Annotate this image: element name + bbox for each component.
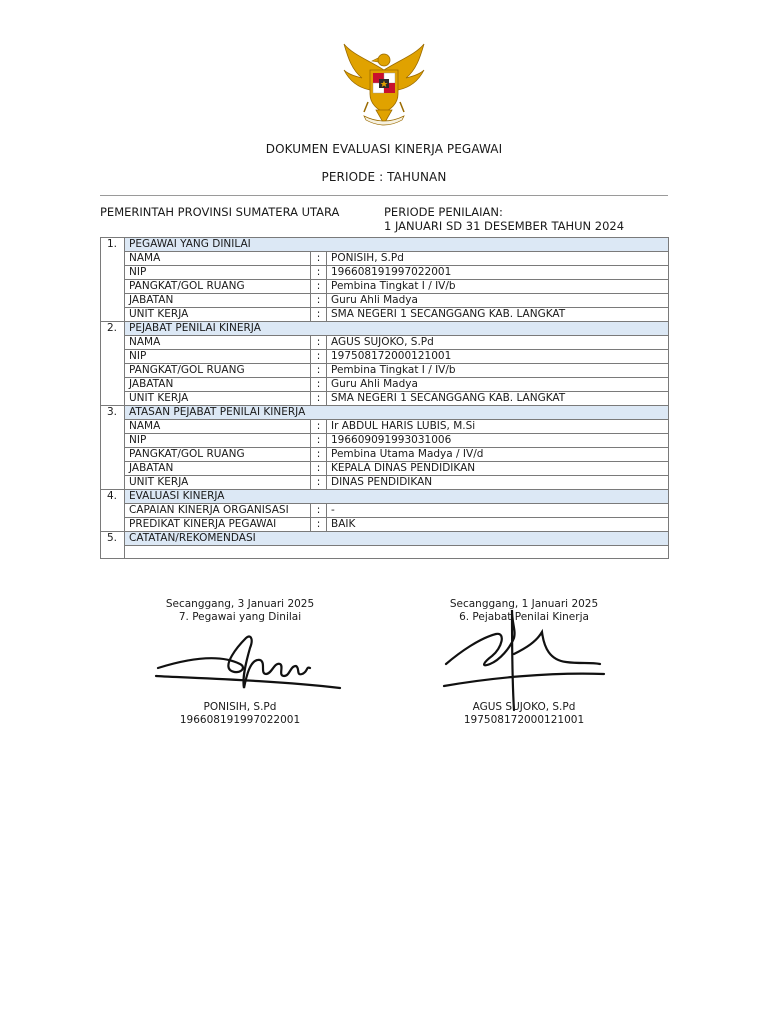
field-colon: :	[311, 448, 327, 462]
field-label: UNIT KERJA	[125, 392, 311, 406]
section-number: 1.	[101, 238, 125, 322]
table-row	[101, 518, 669, 532]
field-label: UNIT KERJA	[125, 476, 311, 490]
field-value: SMA NEGERI 1 SECANGGANG KAB. LANGKAT	[327, 308, 669, 322]
field-colon: :	[311, 364, 327, 378]
government-name: PEMERINTAH PROVINSI SUMATERA UTARA	[100, 205, 340, 219]
section-number: 2.	[101, 322, 125, 406]
signer-nip: 196608191997022001	[179, 714, 301, 726]
table-row	[101, 294, 669, 308]
signature-role: 7. Pegawai yang Dinilai	[178, 611, 302, 623]
field-value: KEPALA DINAS PENDIDIKAN	[327, 462, 669, 476]
field-label: JABATAN	[125, 294, 311, 308]
garuda-emblem-icon	[338, 40, 430, 132]
signature-name-employee	[120, 701, 360, 727]
table-row	[101, 462, 669, 476]
section-title: EVALUASI KINERJA	[125, 490, 669, 504]
notes-cell	[125, 546, 669, 559]
field-value: Pembina Tingkat I / IV/b	[327, 280, 669, 294]
field-value: 196609091993031006	[327, 434, 669, 448]
field-value: Guru Ahli Madya	[327, 294, 669, 308]
handwritten-signature-icon	[440, 598, 610, 718]
field-value: -	[327, 504, 669, 518]
section-title: ATASAN PEJABAT PENILAI KINERJA	[125, 406, 669, 420]
table-row	[101, 434, 669, 448]
field-label: PANGKAT/GOL RUANG	[125, 448, 311, 462]
signature-name-assessor	[404, 701, 644, 727]
signer-name: PONISIH, S.Pd	[203, 701, 277, 713]
section-header-row	[101, 532, 669, 546]
field-label: NIP	[125, 350, 311, 364]
period-line: PERIODE : TAHUNAN	[321, 170, 447, 184]
notes-row	[101, 546, 669, 559]
field-colon: :	[311, 294, 327, 308]
field-value: Pembina Tingkat I / IV/b	[327, 364, 669, 378]
section-header-row	[101, 238, 669, 252]
field-colon: :	[311, 280, 327, 294]
table-row	[101, 364, 669, 378]
section-title: PEGAWAI YANG DINILAI	[125, 238, 669, 252]
field-label: JABATAN	[125, 378, 311, 392]
field-value: SMA NEGERI 1 SECANGGANG KAB. LANGKAT	[327, 392, 669, 406]
field-label: PANGKAT/GOL RUANG	[125, 364, 311, 378]
field-colon: :	[311, 462, 327, 476]
field-value: Ir ABDUL HARIS LUBIS, M.Si	[327, 420, 669, 434]
section-header-row	[101, 490, 669, 504]
section-title: PEJABAT PENILAI KINERJA	[125, 322, 669, 336]
field-label: NAMA	[125, 252, 311, 266]
assessment-period-label: PERIODE PENILAIAN:	[384, 205, 503, 219]
field-colon: :	[311, 308, 327, 322]
handwritten-signature-icon	[150, 618, 350, 704]
field-value: BAIK	[327, 518, 669, 532]
field-colon: :	[311, 434, 327, 448]
document-title: DOKUMEN EVALUASI KINERJA PEGAWAI	[265, 142, 503, 156]
signature-place-date: Secanggang, 1 Januari 2025	[449, 598, 599, 610]
field-label: NAMA	[125, 336, 311, 350]
field-value: PONISIH, S.Pd	[327, 252, 669, 266]
table-row	[101, 280, 669, 294]
field-colon: :	[311, 518, 327, 532]
table-row	[101, 448, 669, 462]
field-value: AGUS SUJOKO, S.Pd	[327, 336, 669, 350]
field-label: NAMA	[125, 420, 311, 434]
table-row	[101, 350, 669, 364]
signature-role: 6. Pejabat Penilai Kinerja	[459, 611, 589, 623]
field-label: JABATAN	[125, 462, 311, 476]
field-colon: :	[311, 476, 327, 490]
evaluation-table	[100, 237, 669, 559]
field-colon: :	[311, 378, 327, 392]
field-label: PANGKAT/GOL RUANG	[125, 280, 311, 294]
table-row	[101, 336, 669, 350]
assessment-period-range: 1 JANUARI SD 31 DESEMBER TAHUN 2024	[384, 219, 625, 233]
section-number: 4.	[101, 490, 125, 532]
section-header-row	[101, 322, 669, 336]
field-value: DINAS PENDIDIKAN	[327, 476, 669, 490]
field-label: NIP	[125, 266, 311, 280]
field-colon: :	[311, 350, 327, 364]
table-row	[101, 504, 669, 518]
table-row	[101, 420, 669, 434]
field-colon: :	[311, 392, 327, 406]
divider	[100, 195, 668, 196]
field-value: Pembina Utama Madya / IV/d	[327, 448, 669, 462]
table-row	[101, 308, 669, 322]
field-label: CAPAIAN KINERJA ORGANISASI	[125, 504, 311, 518]
table-row	[101, 392, 669, 406]
section-header-row	[101, 406, 669, 420]
section-title: CATATAN/REKOMENDASI	[125, 532, 669, 546]
section-number: 5.	[101, 532, 125, 559]
field-label: PREDIKAT KINERJA PEGAWAI	[125, 518, 311, 532]
field-value: Guru Ahli Madya	[327, 378, 669, 392]
signer-name: AGUS SUJOKO, S.Pd	[472, 701, 576, 713]
field-colon: :	[311, 252, 327, 266]
signer-nip: 197508172000121001	[463, 714, 585, 726]
table-row	[101, 378, 669, 392]
field-colon: :	[311, 420, 327, 434]
field-label: UNIT KERJA	[125, 308, 311, 322]
field-colon: :	[311, 336, 327, 350]
signature-place-date: Secanggang, 3 Januari 2025	[165, 598, 315, 610]
table-row	[101, 252, 669, 266]
table-row	[101, 266, 669, 280]
field-value: 197508172000121001	[327, 350, 669, 364]
field-colon: :	[311, 266, 327, 280]
table-row	[101, 476, 669, 490]
section-number: 3.	[101, 406, 125, 490]
field-label: NIP	[125, 434, 311, 448]
field-value: 196608191997022001	[327, 266, 669, 280]
field-colon: :	[311, 504, 327, 518]
